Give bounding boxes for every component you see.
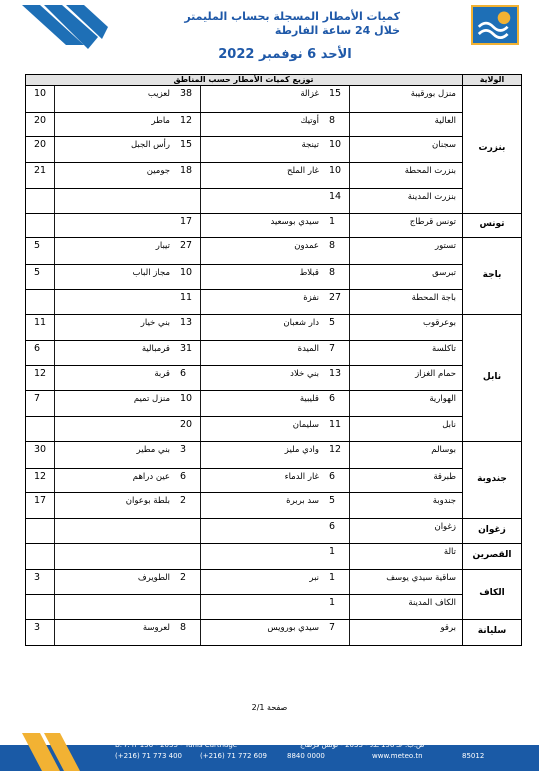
station-name: غار الملح [286, 166, 319, 176]
rainfall-value: 8 [180, 622, 187, 633]
rainfall-value: 6 [34, 343, 41, 354]
station-name: تونس قرطاج [409, 217, 456, 227]
station-name: عمدون [294, 241, 319, 251]
rainfall-value: 2 [180, 495, 187, 506]
station-name: زغوان [434, 522, 456, 532]
station-name: حمام الغزاز [415, 369, 456, 379]
rainfall-value: 3 [34, 622, 41, 633]
station-name: رأس الجبل [131, 140, 170, 150]
governorate-label: نابل [482, 372, 502, 382]
rainfall-value: 7 [34, 393, 41, 404]
rainfall-value: 27 [180, 240, 193, 251]
station-name: سليمان [292, 420, 319, 430]
station-name: بلطة بوعوان [125, 496, 170, 506]
governorate-label: جندوبة [477, 474, 507, 484]
station-name: طبرقة [433, 472, 456, 482]
rainfall-value: 20 [34, 115, 47, 126]
stripes-logo-icon [22, 5, 108, 51]
governorate-label: الكاف [479, 588, 505, 598]
distribution-header: توزيع كميات الأمطار حسب المناطق [173, 75, 314, 84]
website-link[interactable]: www.meteo.tn [372, 752, 423, 760]
rainfall-value: 21 [34, 165, 47, 176]
station-name: بني خلاد [290, 369, 319, 379]
governorate-header: الولاية [479, 75, 505, 84]
station-name: الهوارية [429, 394, 456, 404]
governorate-label: تونس [479, 219, 505, 229]
rainfall-value: 6 [180, 471, 187, 482]
station-name: سيدي بورويس [267, 623, 319, 633]
rainfall-value: 1 [329, 216, 336, 227]
station-name: برقو [440, 623, 456, 633]
station-name: باجة المحطة [411, 293, 456, 303]
rainfall-value: 17 [34, 495, 47, 506]
station-name: سيدي بوسعيد [270, 217, 319, 227]
rainfall-value: 12 [34, 368, 47, 379]
rainfall-value: 10 [329, 139, 342, 150]
station-name: الكاف المدينة [408, 598, 456, 608]
rainfall-value: 5 [329, 495, 336, 506]
meteo-logo-icon [471, 5, 519, 45]
station-name: عين دراهم [132, 472, 170, 482]
rainfall-value: 2 [180, 572, 187, 583]
station-name: سد بربرة [286, 496, 319, 506]
station-name: بوعرقوب [423, 318, 456, 328]
page-number: صفحة 2/1 [251, 703, 288, 712]
station-name: منزل بورقيبة [410, 89, 456, 99]
station-name: نابل [442, 420, 456, 430]
report-date: الأحد 6 نوفمبر 2022 [218, 47, 352, 62]
rainfall-value: 5 [34, 267, 41, 278]
station-name: الميدة [297, 344, 319, 354]
rainfall-table [25, 74, 522, 647]
rainfall-value: 13 [329, 368, 342, 379]
rainfall-value: 1 [329, 597, 336, 608]
rainfall-value: 20 [180, 419, 193, 430]
rainfall-value: 11 [329, 419, 342, 430]
station-name: وادي مليز [284, 445, 319, 455]
report-subtitle: خلال 24 ساعة الفارطة [274, 24, 400, 37]
station-name: منزل تميم [133, 394, 170, 404]
rainfall-value: 6 [329, 393, 336, 404]
rainfall-value: 12 [34, 471, 47, 482]
governorate-label: سليانة [477, 626, 507, 636]
phone-number: (+216) 71 772 609 [200, 752, 267, 760]
rainfall-value: 5 [34, 240, 41, 251]
station-name: نبر [309, 573, 319, 583]
station-name: سجنان [431, 140, 456, 150]
rainfall-value: 11 [34, 317, 47, 328]
station-name: بنزرت المحطة [404, 166, 456, 176]
station-name: نفزة [303, 293, 319, 303]
fax-number: (+216) 71 773 400 [115, 752, 182, 760]
rainfall-value: 8 [329, 115, 336, 126]
sms-number: 85012 [462, 752, 485, 760]
rainfall-value: 17 [180, 216, 193, 227]
station-name: مجاز الباب [132, 268, 170, 278]
rainfall-value: 38 [180, 88, 193, 99]
station-name: تالة [443, 547, 456, 557]
station-name: تاكلسة [432, 344, 456, 354]
rainfall-value: 5 [329, 317, 336, 328]
station-name: بني خيار [140, 318, 170, 328]
address-ar: ص.ب. عـ 156 ـدد - 2035 - تونس قرطاج [300, 741, 425, 749]
address-fr: B. P. n°156 - 2035 - Tunis Carthage [115, 741, 238, 749]
rainfall-value: 18 [180, 165, 193, 176]
rainfall-value: 6 [180, 368, 187, 379]
rainfall-value: 10 [180, 267, 193, 278]
station-name: قرمبالية [141, 344, 170, 354]
station-name: لعزيب [147, 89, 170, 99]
rainfall-value: 3 [34, 572, 41, 583]
governorate-label: بنزرت [478, 143, 506, 153]
station-name: الطويرف [137, 573, 170, 583]
station-name: تستور [434, 241, 456, 251]
station-name: تينجة [301, 140, 319, 150]
governorate-label: باجة [482, 270, 502, 280]
station-name: دار شعبان [283, 318, 319, 328]
rainfall-value: 13 [180, 317, 193, 328]
rainfall-value: 6 [329, 471, 336, 482]
station-name: غزالة [300, 89, 319, 99]
station-name: قليبية [299, 394, 319, 404]
rainfall-value: 20 [34, 139, 47, 150]
station-name: ساقية سيدي يوسف [386, 573, 456, 583]
station-name: بوسالم [431, 445, 456, 455]
rainfall-value: 1 [329, 572, 336, 583]
station-name: لعروسة [142, 623, 170, 633]
green-number: 8840 0000 [287, 752, 325, 760]
rainfall-value: 3 [180, 444, 187, 455]
rainfall-value: 10 [329, 165, 342, 176]
rainfall-value: 27 [329, 292, 342, 303]
rainfall-value: 11 [180, 292, 193, 303]
station-name: تبرسق [432, 268, 456, 278]
rainfall-value: 10 [180, 393, 193, 404]
station-name: أوتيك [300, 116, 319, 126]
rainfall-value: 31 [180, 343, 193, 354]
rainfall-value: 7 [329, 622, 336, 633]
station-name: قربة [154, 369, 170, 379]
station-name: غار الدماء [284, 472, 319, 482]
station-name: تيبار [155, 241, 170, 251]
rainfall-value: 8 [329, 240, 336, 251]
rainfall-value: 8 [329, 267, 336, 278]
rainfall-value: 14 [329, 191, 342, 202]
governorate-label: القصرين [472, 550, 512, 560]
station-name: جومين [146, 166, 170, 176]
rainfall-value: 30 [34, 444, 47, 455]
report-title: كميات الأمطار المسجلة بحساب المليمتر [184, 10, 400, 23]
station-name: قبلاط [299, 268, 319, 278]
station-name: جندوبة [432, 496, 456, 506]
station-name: ماطر [151, 116, 170, 126]
rainfall-value: 15 [180, 139, 193, 150]
rainfall-value: 10 [34, 88, 47, 99]
rainfall-value: 15 [329, 88, 342, 99]
rainfall-value: 1 [329, 546, 336, 557]
rainfall-value: 7 [329, 343, 336, 354]
rainfall-value: 12 [329, 444, 342, 455]
station-name: العالية [434, 116, 456, 126]
governorate-label: زغوان [478, 525, 506, 535]
station-name: بنزرت المدينة [407, 192, 456, 202]
rainfall-value: 12 [180, 115, 193, 126]
station-name: بني مطير [136, 445, 170, 455]
rainfall-value: 6 [329, 521, 336, 532]
footer-band [0, 731, 539, 771]
